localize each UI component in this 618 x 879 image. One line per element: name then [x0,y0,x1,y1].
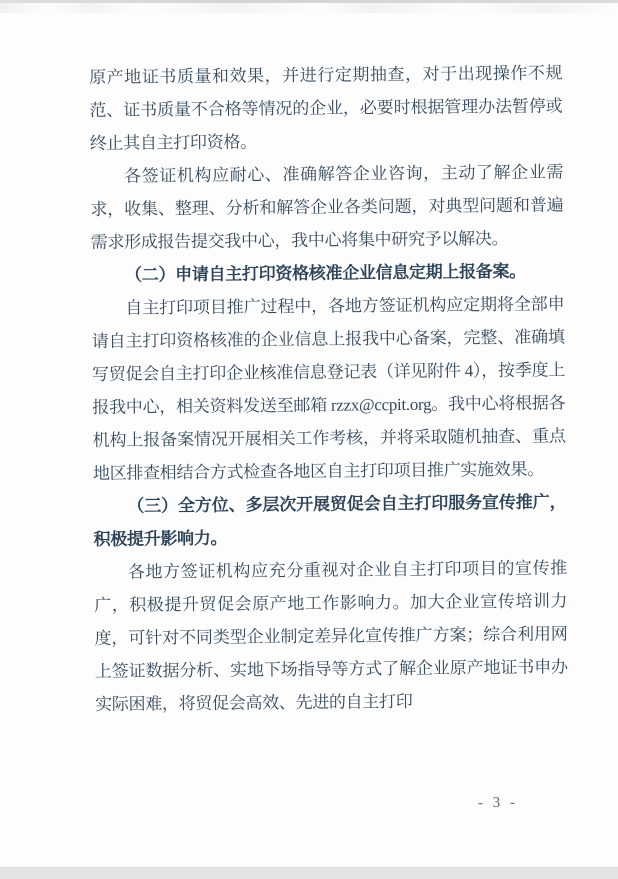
paragraph-promotion-publicity: 各地方签证机构应充分重视对企业自主打印项目的宣传推广，积极提升贸促会原产地工作影响力。加大企业宣传培训力度，可针对不同类型企业制定差异化宣传推广方案；综合利用网上签证数据分析、实地下场指导等方式了解企业原产地证书申办实际困难，将贸促会高效、先进的自主打印 [94,558,568,714]
page-number: - 3 - [477,794,519,812]
document-body [89,56,568,721]
paragraph-quality-inspection: 原产地证书质量和效果，并进行定期抽查，对于出现操作不规范、证书质量不合格等情况的企业，必要时根据管理办法暂停或终止其自主打印资格。 [89,63,563,153]
scan-noise [0,3,618,13]
scan-edge-bottom [0,867,618,879]
paragraph-enterprise-consulting: 各签证机构应耐心、准确解答企业咨询，主动了解企业需求，收集、整理、分析和解答企业各类问题，对典型问题和普遍需求形成报告提交我中心，我中心将集中研究予以解决。 [90,162,564,252]
paragraph-filing-requirements: 自主打印项目推广过程中，各地方签证机构应定期将全部申请自主打印资格核准的企业信息上报我中心备案，完整、准确填写贸促会自主打印企业核准信息登记表（详见附件 4），按季度上报我中心，相关资料发送至邮箱 rzzx@ccpit.org。我中心将根据各机构上报备案情况开展相关工作考核，并将采取随机抽查、重点地区排查相结合方式检查各地区自主打印项目推广实施效果。 [91,294,566,483]
heading-section-3: （三）全方位、多层次开展贸促会自主打印服务宣传推广，积极提升影响力。 [93,492,567,549]
heading-section-2: （二）申请自主打印资格核准企业信息定期上报备案。 [124,261,526,285]
